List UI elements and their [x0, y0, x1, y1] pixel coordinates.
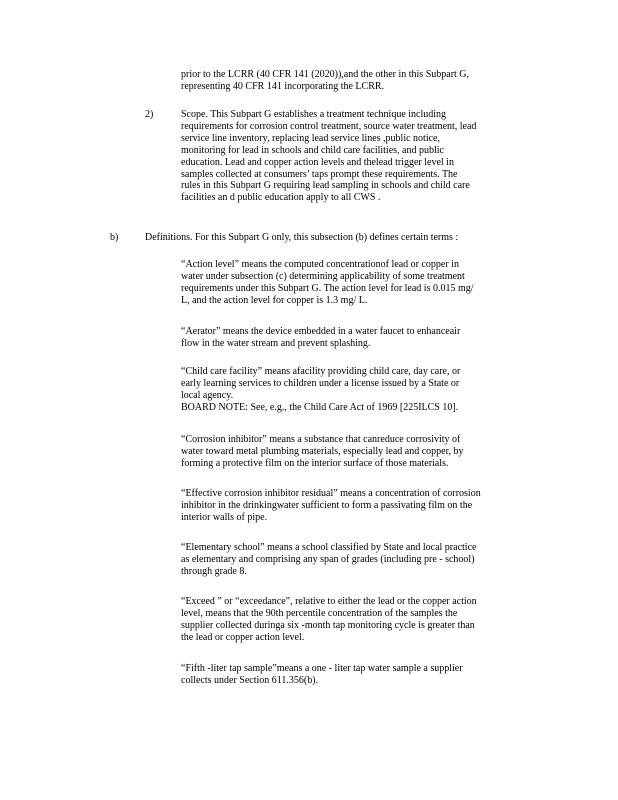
- text-line: “Child care facility” means afacility providing child care, day care, or: [181, 366, 461, 377]
- text-line: water toward metal plumbing materials, especially lead and copper, by: [181, 445, 464, 457]
- text-line: “Aerator” means the device embedded in a water faucet to enhanceair: [181, 326, 461, 337]
- text-line: through grade 8.: [181, 565, 247, 577]
- definition-exceedance: [181, 596, 534, 644]
- text-line: supplier collected duringa six -month tap monitoring cycle is greater than: [181, 619, 475, 631]
- text-line: water under subsection (c) determining applicability of some treatment: [181, 270, 465, 282]
- text-line: samples collected at consumers’ taps prompt these requirements. The: [181, 168, 458, 180]
- text-line: service line inventory, replacing lead service lines ,public notice,: [181, 132, 440, 144]
- text-line: “Corrosion inhibitor” means a substance that canreduce corrosivity of: [181, 434, 461, 445]
- text-line: “Fifth -liter tap sample”means a one - liter tap water sample a supplier: [181, 663, 463, 674]
- text-line: “Exceed ” or “exceedance”, relative to either the lead or the copper action: [181, 596, 477, 607]
- definition-elementary-school: [181, 542, 534, 578]
- text-line: the lead or copper action level.: [181, 631, 305, 643]
- text-line: Scope. This Subpart G establishes a treatment technique including: [181, 109, 447, 120]
- text-line: flow in the water stream and prevent splashing.: [181, 337, 371, 349]
- text-line: facilities an d public education apply to all CWS .: [181, 192, 381, 204]
- text-line: education. Lead and copper action levels and thelead trigger level in: [181, 156, 454, 168]
- text-line: representing 40 CFR 141 incorporating the LCRR.: [181, 80, 385, 92]
- definition-effective-corrosion-inhibitor-residual: [181, 488, 534, 524]
- text-line: as elementary and comprising any span of grades (including pre - school): [181, 553, 475, 565]
- text-line: interior walls of pipe.: [181, 511, 268, 523]
- text-line: “Effective corrosion inhibitor residual” means a concentration of corrosion: [181, 488, 481, 499]
- definition-action-level: [181, 259, 534, 307]
- text-line: L, and the action level for copper is 1.3 mg/ L.: [181, 294, 368, 306]
- definitions-label: b): [110, 232, 119, 243]
- text-line: collects under Section 611.356(b).: [181, 674, 319, 686]
- text-line: “Action level” means the computed concentrationof lead or copper in: [181, 259, 459, 270]
- scope-paragraph: [181, 109, 534, 204]
- text-line: requirements under this Subpart G. The action level for lead is 0.015 mg/: [181, 282, 474, 294]
- definition-corrosion-inhibitor: [181, 434, 534, 470]
- definitions-intro: Definitions. For this Subpart G only, this subsection (b) defines certain terms :: [145, 232, 459, 243]
- scope-number: 2): [145, 109, 154, 120]
- definition-fifth-liter-tap-sample: [181, 663, 534, 687]
- text-line: inhibitor in the drinkingwater sufficient to form a passivating film on the: [181, 499, 473, 511]
- continuation-paragraph: [181, 69, 534, 93]
- text-line: “Elementary school” means a school classified by State and local practice: [181, 542, 477, 553]
- text-line: prior to the LCRR (40 CFR 141 (2020)),and the other in this Subpart G,: [181, 69, 470, 80]
- text-line: rules in this Subpart G requiring lead sampling in schools and child care: [181, 180, 470, 192]
- text-line: forming a protective film on the interior surface of those materials.: [181, 457, 449, 469]
- definition-child-care-facility: [181, 366, 534, 414]
- text-line: local agency.: [181, 389, 234, 401]
- text-line: monitoring for lead in schools and child care facilities, and public: [181, 144, 444, 156]
- text-line: early learning services to children under a license issued by a State or: [181, 377, 460, 389]
- definition-aerator: [181, 326, 534, 350]
- text-line: requirements for corrosion control treatment, source water treatment, lead: [181, 120, 477, 132]
- board-note: BOARD NOTE: See, e.g., the Child Care Act of 1969 [225ILCS 10].: [181, 401, 459, 413]
- text-line: level, means that the 90th percentile concentration of the samples the: [181, 607, 458, 619]
